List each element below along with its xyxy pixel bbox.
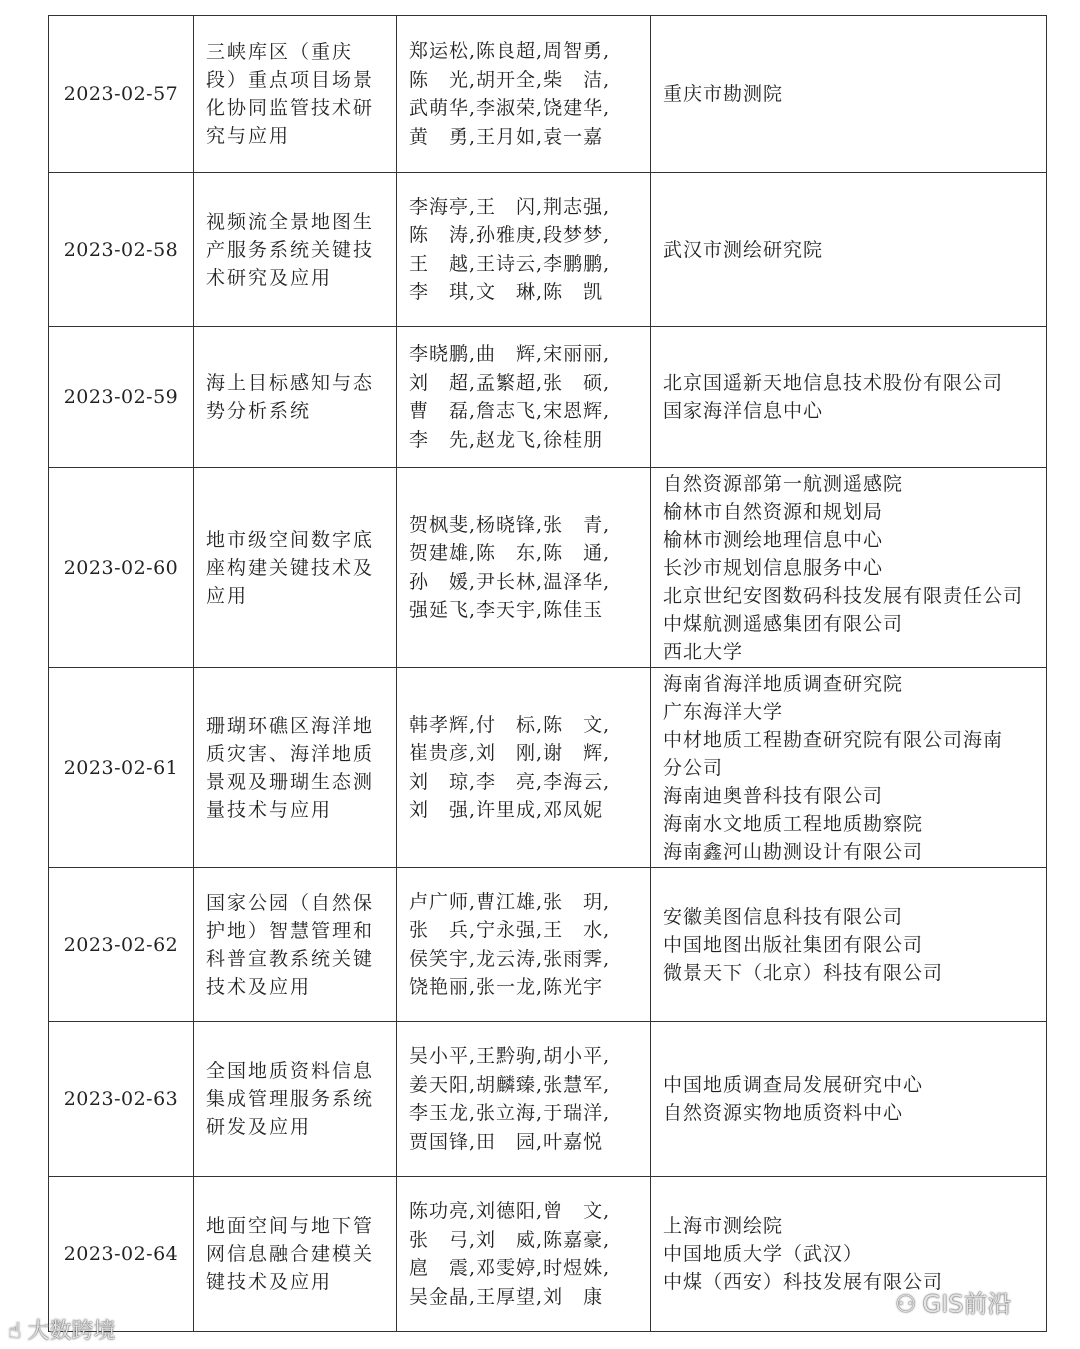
organization-name: 武汉市测绘研究院: [663, 238, 824, 261]
organizations-cell: [651, 868, 1047, 1022]
project-title: 三峡库区（重庆段）重点项目场景化协同监管技术研究与应用: [206, 41, 375, 147]
organization-name: 国家海洋信息中心: [663, 400, 824, 422]
organization-name: 重庆市勘测院: [663, 83, 784, 105]
contributors-line: 孙 媛,尹长林,温泽华,: [409, 570, 611, 593]
organizations-cell: [651, 16, 1047, 173]
project-number: 2023-02-60: [49, 468, 194, 668]
contributors-line: 李海亭,王 闪,荆志强,: [409, 195, 611, 218]
contributors-line: 张 弓,刘 威,陈嘉豪,: [409, 1228, 611, 1251]
project-number: 2023-02-64: [49, 1177, 194, 1332]
project-number: 2023-02-63: [49, 1022, 194, 1177]
awards-table: [48, 15, 1047, 1332]
project-title-cell: [194, 327, 397, 468]
contributors-cell: [397, 327, 651, 468]
contributors-line: 韩孝辉,付 标,陈 文,: [409, 713, 611, 736]
organization-name: 广东海洋大学: [663, 700, 784, 723]
contributors-cell: [397, 16, 651, 173]
watermark-right: [895, 1284, 1011, 1319]
organization-name: 分公司: [663, 756, 724, 779]
project-title-cell: [194, 468, 397, 668]
organization-name: 上海市测绘院: [663, 1215, 784, 1237]
project-title: 全国地质资料信息集成管理服务系统研发及应用: [206, 1060, 375, 1138]
contributors-line: 贺枫斐,杨晓锋,张 青,: [409, 513, 611, 536]
contributors-line: 姜天阳,胡麟臻,张慧军,: [409, 1073, 611, 1096]
contributors-cell: [397, 868, 651, 1022]
contributors-cell: [397, 668, 651, 868]
contributors-cell: [397, 173, 651, 327]
table-body: [49, 16, 1047, 1332]
organization-name: 北京国遥新天地信息技术股份有限公司: [663, 372, 1004, 394]
contributors-cell: [397, 1177, 651, 1332]
organization-name: 中国地图出版社集团有限公司: [663, 933, 924, 956]
contributors-line: 李晓鹏,曲 辉,宋丽丽,: [409, 343, 611, 365]
table-row: [49, 16, 1047, 173]
organization-name: 微景天下（北京）科技有限公司: [663, 961, 944, 984]
contributors-line: 武萌华,李淑荣,饶建华,: [409, 97, 611, 119]
contributors-line: 扈 震,邓雯婷,时煜姝,: [409, 1257, 611, 1279]
project-title-cell: [194, 1022, 397, 1177]
contributors-line: 曹 磊,詹志飞,宋恩辉,: [409, 400, 611, 422]
contributors-line: 侯笑宇,龙云涛,张雨霁,: [409, 947, 611, 970]
contributors-line: 贺建雄,陈 东,陈 通,: [409, 542, 611, 564]
contributors-line: 刘 超,孟繁超,张 硕,: [409, 371, 611, 394]
table-row: [49, 173, 1047, 327]
organizations-cell: [651, 173, 1047, 327]
project-title: 海上目标感知与态势分析系统: [206, 372, 375, 422]
organization-name: 海南省海洋地质调查研究院: [663, 672, 904, 695]
organization-name: 榆林市测绘地理信息中心: [663, 528, 884, 551]
organization-name: 中煤航测遥感集团有限公司: [663, 612, 904, 635]
organization-name: 海南水文地质工程地质勘察院: [663, 812, 924, 835]
contributors-line: 张 兵,宁永强,王 水,: [409, 919, 611, 941]
contributors-line: 饶艳丽,张一龙,陈光宇: [409, 976, 604, 998]
contributors-line: 强延飞,李天宇,陈佳玉: [409, 599, 604, 621]
organization-name: 中国地质调查局发展研究中心: [663, 1074, 924, 1096]
contributors-line: 王 越,王诗云,李鹏鹏,: [409, 252, 611, 275]
organization-name: 自然资源部第一航测遥感院: [663, 472, 904, 495]
contributors-line: 刘 强,许里成,邓凤妮: [409, 799, 604, 821]
watermark-left: [8, 1314, 115, 1345]
contributors-cell: [397, 468, 651, 668]
contributors-line: 崔贵彦,刘 刚,谢 辉,: [409, 742, 611, 764]
hand-logo-icon: ☝: [8, 1319, 22, 1344]
project-number: 2023-02-58: [49, 173, 194, 327]
contributors-line: 黄 勇,王月如,袁一嘉: [409, 125, 604, 148]
project-title: 珊瑚环礁区海洋地质灾害、海洋地质景观及珊瑚生态测量技术与应用: [206, 714, 375, 821]
organization-name: 北京世纪安图数码科技发展有限责任公司: [663, 584, 1024, 607]
organization-name: 榆林市自然资源和规划局: [663, 500, 884, 523]
contributors-line: 李 琪,文 琳,陈 凯: [409, 281, 604, 303]
contributors-line: 李 先,赵龙飞,徐桂朋: [409, 428, 604, 451]
table-row: [49, 868, 1047, 1022]
project-number: 2023-02-59: [49, 327, 194, 468]
organization-name: 中煤（西安）科技发展有限公司: [663, 1271, 944, 1293]
contributors-line: 卢广师,曹江雄,张 玥,: [409, 890, 611, 913]
project-title-cell: [194, 1177, 397, 1332]
contributors-line: 陈 涛,孙雅庚,段梦梦,: [409, 224, 611, 246]
organizations-cell: [651, 668, 1047, 868]
project-title-cell: [194, 16, 397, 173]
table-row: [49, 327, 1047, 468]
contributors-line: 吴金晶,王厚望,刘 康: [409, 1285, 604, 1308]
project-title: 视频流全景地图生产服务系统关键技术研究及应用: [206, 210, 375, 289]
organization-name: 安徽美图信息科技有限公司: [663, 905, 904, 928]
contributors-line: 贾国锋,田 园,叶嘉悦: [409, 1130, 604, 1153]
project-number: 2023-02-57: [49, 16, 194, 173]
table-row: [49, 468, 1047, 668]
contributors-line: 陈功亮,刘德阳,曾 文,: [409, 1200, 611, 1222]
organization-name: 海南迪奥普科技有限公司: [663, 784, 884, 807]
contributors-line: 吴小平,王黔驹,胡小平,: [409, 1045, 611, 1067]
organization-name: 自然资源实物地质资料中心: [663, 1102, 904, 1124]
project-title: 地面空间与地下管网信息融合建模关键技术及应用: [206, 1215, 375, 1293]
organizations-cell: [651, 468, 1047, 668]
watermark-left-text: 大数跨境: [27, 1319, 116, 1344]
project-title-cell: [194, 668, 397, 868]
organizations-cell: [651, 327, 1047, 468]
organization-name: 长沙市规划信息服务中心: [663, 556, 884, 579]
organization-name: 西北大学: [663, 640, 744, 663]
project-title: 国家公园（自然保护地）智慧管理和科普宣教系统关键技术及应用: [206, 891, 375, 998]
contributors-line: 郑运松,陈良超,周智勇,: [409, 40, 611, 62]
contributors-cell: [397, 1022, 651, 1177]
contributors-line: 陈 光,胡开全,柴 洁,: [409, 68, 611, 91]
project-title-cell: [194, 868, 397, 1022]
table-row: [49, 1022, 1047, 1177]
organizations-cell: [651, 1022, 1047, 1177]
contributors-line: 李玉龙,张立海,于瑞洋,: [409, 1102, 611, 1124]
organization-name: 中材地质工程勘查研究院有限公司海南: [663, 728, 1004, 751]
organization-name: 中国地质大学（武汉）: [663, 1243, 864, 1265]
table-row: [49, 668, 1047, 868]
contributors-line: 刘 琼,李 亮,李海云,: [409, 770, 611, 793]
project-number: 2023-02-61: [49, 668, 194, 868]
project-title-cell: [194, 173, 397, 327]
project-number: 2023-02-62: [49, 868, 194, 1022]
wechat-icon: ⚇: [895, 1290, 917, 1318]
organization-name: 海南鑫河山勘测设计有限公司: [663, 840, 924, 863]
project-title: 地市级空间数字底座构建关键技术及应用: [206, 528, 375, 607]
watermark-right-text: GIS前沿: [922, 1290, 1012, 1318]
